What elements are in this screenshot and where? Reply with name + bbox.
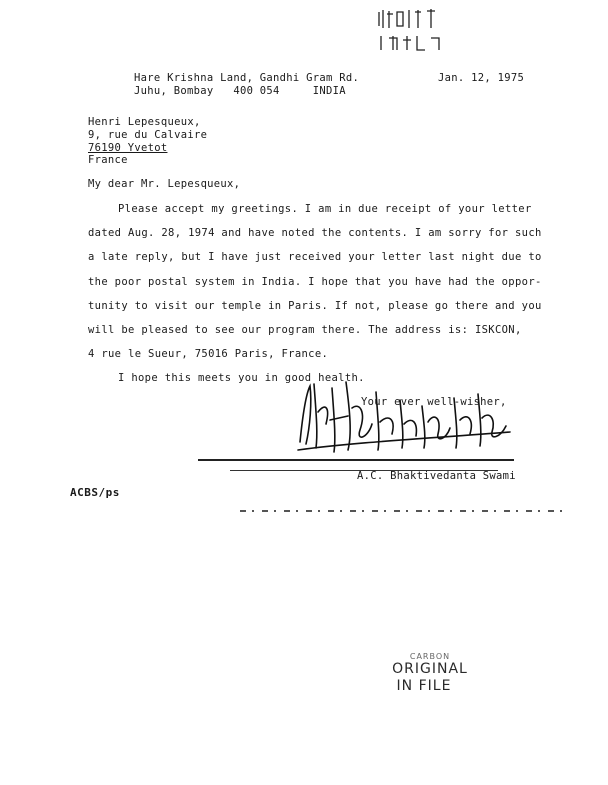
recipient-country: France	[88, 154, 128, 166]
typist-initials: ACBS/ps	[70, 486, 120, 499]
sender-address-line2: Juhu, Bombay 400 054 INDIA	[134, 85, 346, 97]
signatory-name: A.C. Bhaktivedanta Swami	[357, 470, 516, 482]
stamp-carbon-text: CARBON	[409, 652, 451, 661]
letter-date: Jan. 12, 1975	[438, 72, 525, 84]
body-line: will be pleased to see our program there. The address is: ISKCON,	[88, 324, 522, 336]
valediction: Your ever well-wisher,	[361, 396, 507, 408]
signature-rule	[198, 459, 514, 461]
stamp-original-text: ORIGINAL	[392, 661, 468, 677]
body-line: the poor postal system in India. I hope that you have had the oppor-	[88, 276, 542, 288]
body-line: tunity to visit our temple in Paris. If not, please go there and you	[88, 300, 542, 312]
fold-mark	[240, 510, 570, 512]
original-in-file-stamp	[384, 652, 476, 695]
handwritten-signature	[296, 372, 512, 458]
body-line: Please accept my greetings. I am in due receipt of your letter	[118, 203, 532, 215]
closing-line: I hope this meets you in good health.	[118, 372, 365, 384]
stamp-in-file-text: IN FILE	[396, 678, 452, 694]
body-line: a late reply, but I have just received your letter last night due to	[88, 251, 542, 263]
recipient-city: 76190 Yvetot	[88, 142, 168, 154]
body-line: 4 rue le Sueur, 75016 Paris, France.	[88, 348, 329, 360]
salutation: My dear Mr. Lepesqueux,	[88, 178, 241, 190]
letterhead-emblem	[375, 6, 445, 54]
recipient-street: 9, rue du Calvaire	[88, 129, 208, 141]
sender-address-line1: Hare Krishna Land, Gandhi Gram Rd.	[134, 72, 360, 84]
recipient-name: Henri Lepesqueux,	[88, 116, 201, 128]
body-line: dated Aug. 28, 1974 and have noted the contents. I am sorry for such	[88, 227, 542, 239]
